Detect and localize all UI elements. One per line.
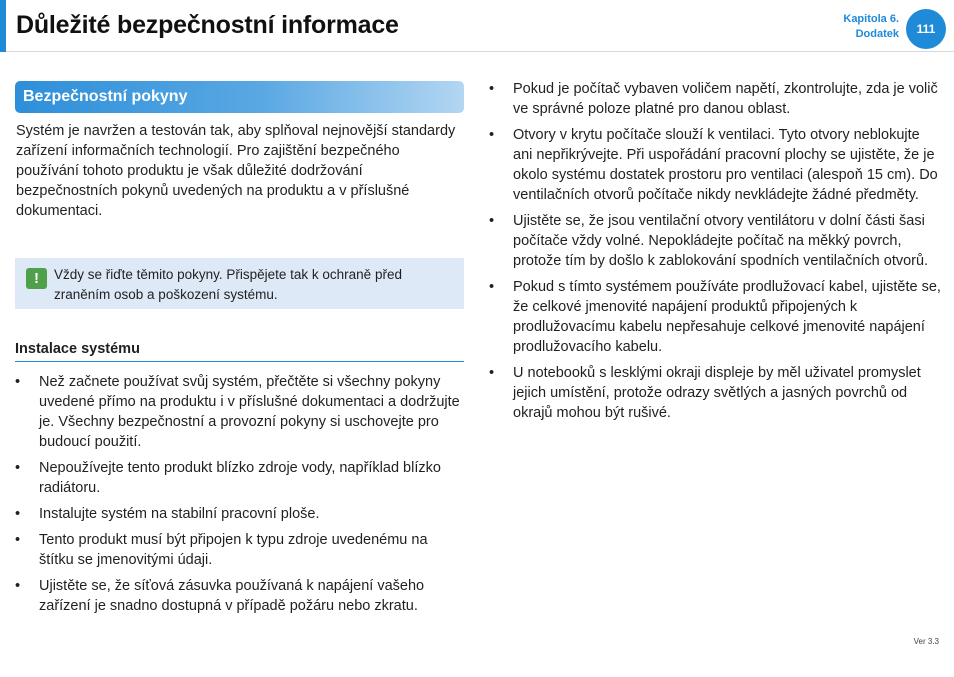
page-title: Důležité bezpečnostní informace xyxy=(16,11,399,39)
list-item-text: Ujistěte se, že jsou ventilační otvory ventilátoru v dolní části šasi počítače vždy volné. Nepokládejte počítač na měkký povrch, protože tím by došlo k zablokování spodních ventilačních otvorů. xyxy=(513,213,929,269)
safety-list xyxy=(489,79,941,423)
bullet-icon: • xyxy=(489,81,495,97)
notice-text: Vždy se řiďte těmito pokyny. Přispějete tak k ochraně před zraněním osob a poškození systému. xyxy=(54,267,402,302)
header-accent-bar xyxy=(0,0,6,52)
header-divider xyxy=(6,51,954,52)
list-item-text: Otvory v krytu počítače slouží k ventilaci. Tyto otvory neblokujte ani nepřikrývejte. Při uspořádání pracovní plochy se ujistěte, že je okolo systému dostatek prostoru pro ventilaci (alespoň 15 cm). Do ventilačních otvorů počítače nikdy nevkládejte žádné předměty. xyxy=(513,127,938,203)
list-item xyxy=(15,576,464,616)
list-item-text: Ujistěte se, že síťová zásuvka používaná k napájení vašeho zařízení je snadno dostupná v případě požáru nebo zkratu. xyxy=(39,578,425,614)
bullet-icon: • xyxy=(489,279,495,295)
chapter-label[interactable]: Kapitola 6. xyxy=(843,13,899,25)
bullet-icon: • xyxy=(489,213,495,229)
notice-box xyxy=(15,258,464,309)
list-item-text: U notebooků s lesklými okraji displeje by měl uživatel promyslet jejich umístění, protože odrazy světlých a jasných povrchů od okrajů mohou být rušivé. xyxy=(513,365,921,421)
left-column xyxy=(15,81,464,622)
warning-icon: ! xyxy=(26,268,47,289)
bullet-icon: • xyxy=(489,127,495,143)
bullet-icon: • xyxy=(15,578,21,594)
chapter-info xyxy=(843,12,899,42)
bullet-icon: • xyxy=(15,460,21,476)
list-item-text: Instalujte systém na stabilní pracovní ploše. xyxy=(39,506,320,522)
list-item-text: Tento produkt musí být připojen k typu zdroje uvedenému na štítku se jmenovitými údaji. xyxy=(39,532,428,568)
version-label: Ver 3.3 xyxy=(913,637,939,646)
list-item xyxy=(489,363,941,423)
list-item-text: Nepoužívejte tento produkt blízko zdroje vody, například blízko radiátoru. xyxy=(39,460,441,496)
list-item xyxy=(15,372,464,452)
list-item xyxy=(15,458,464,498)
list-item xyxy=(15,504,464,524)
right-column xyxy=(489,79,941,429)
list-item xyxy=(489,125,941,205)
list-item xyxy=(489,211,941,271)
bullet-icon: • xyxy=(15,506,21,522)
intro-paragraph: Systém je navržen a testován tak, aby splňoval nejnovější standardy zařízení informačních technologií. Pro zajištění bezpečného používání tohoto produktu je však důležité dodržování bezpečnostních pokynů uvedených na produktu a v příslušné dokumentaci. xyxy=(16,123,456,219)
bullet-icon: • xyxy=(489,365,495,381)
installation-heading: Instalace systému xyxy=(15,339,464,362)
list-item-text: Pokud je počítač vybaven voličem napětí, zkontrolujte, zda je volič ve správné poloze platné pro danou oblast. xyxy=(513,81,938,117)
chapter-section-label[interactable]: Dodatek xyxy=(855,28,899,40)
installation-list xyxy=(15,372,464,616)
page-number-badge: 111 xyxy=(906,9,946,49)
bullet-icon: • xyxy=(15,532,21,548)
section-heading: Bezpečnostní pokyny xyxy=(15,81,464,113)
list-item-text: Pokud s tímto systémem používáte prodlužovací kabel, ujistěte se, že celkové jmenovité napájení produktů připojených k prodlužovacímu kabelu nepřesahuje celkové jmenovité napájení prodlužovacího kabelu. xyxy=(513,279,941,355)
list-item xyxy=(489,79,941,119)
list-item xyxy=(489,277,941,357)
bullet-icon: • xyxy=(15,374,21,390)
list-item-text: Než začnete používat svůj systém, přečtěte si všechny pokyny uvedené přímo na produktu i v příslušné dokumentaci a dodržujte je. Všechny bezpečnostní a provozní pokyny si uschovejte pro budoucí použití. xyxy=(39,374,460,450)
list-item xyxy=(15,530,464,570)
